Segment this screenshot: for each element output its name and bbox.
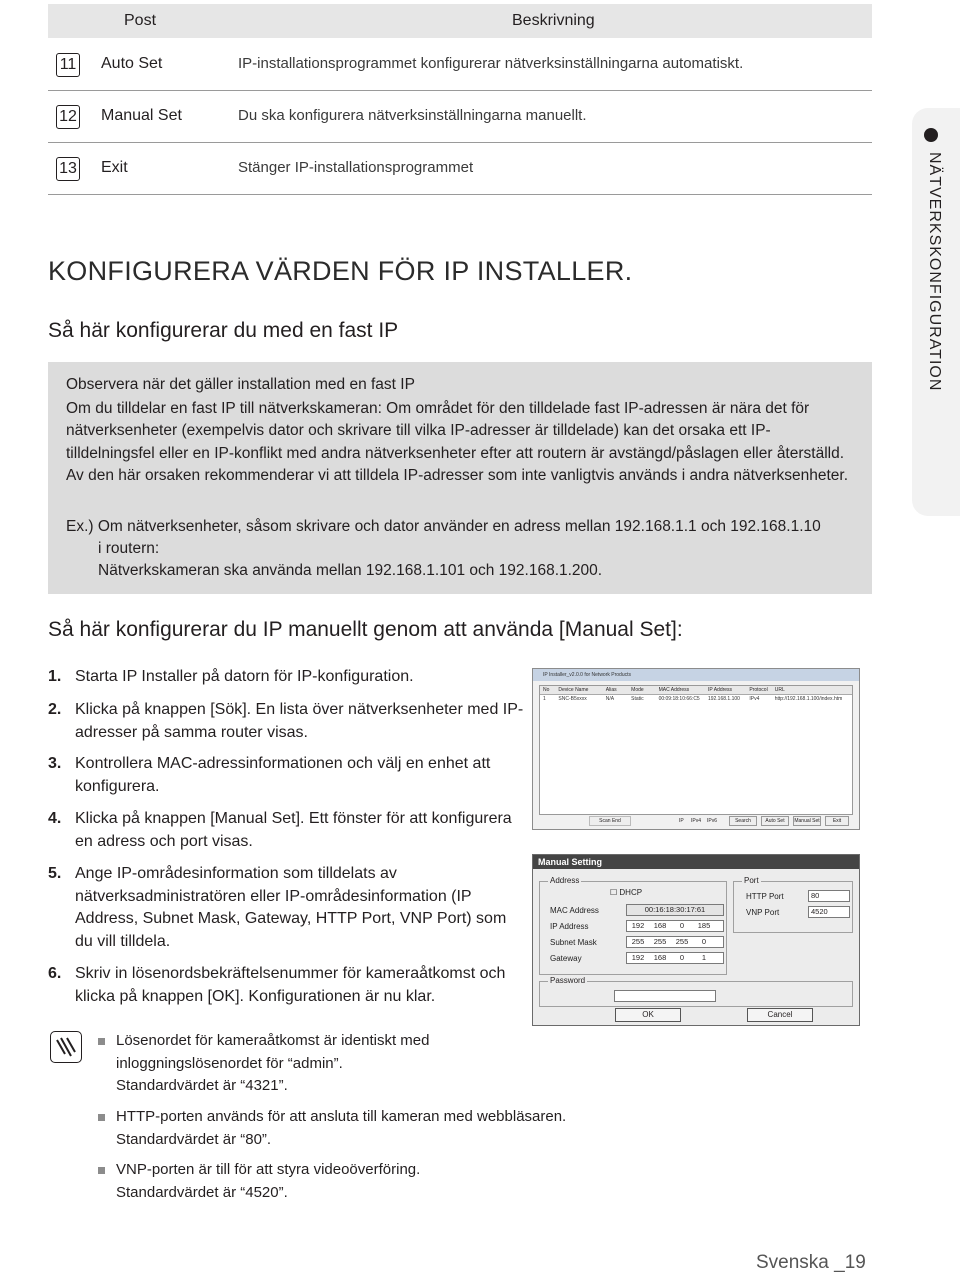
- vnp-port-field[interactable]: 4520: [808, 906, 850, 918]
- bullet-square-icon: [98, 1167, 105, 1174]
- page-footer: Svenska _19: [756, 1252, 866, 1273]
- row-number: 13: [56, 157, 80, 181]
- row-post: Exit: [101, 159, 128, 176]
- row-number: 11: [56, 53, 80, 77]
- note-box: [48, 362, 872, 594]
- address-legend: Address: [550, 876, 580, 885]
- note-title: Observera när det gäller installation med en fast IP: [66, 376, 415, 393]
- col-header: Protocol: [749, 687, 768, 693]
- gateway-label: Gateway: [550, 954, 582, 963]
- row-description: Du ska konfigurera nätverksinställningarna manuellt.: [238, 107, 587, 124]
- col-header: MAC Address: [658, 687, 690, 693]
- step-text: Ange IP-områdesinformation som tilldelats av nätverksadministratören eller IP-områdesinformation (IP Address, Subnet Mask, Gateway, HTTP Port, VNP Port) som du vill tilldela.: [75, 865, 507, 950]
- col-header: IP Address: [707, 687, 733, 693]
- section-heading: KONFIGURERA VÄRDEN FÖR IP INSTALLER.: [48, 256, 633, 286]
- table-header: [48, 4, 872, 38]
- subnet-label: Subnet Mask: [550, 938, 597, 947]
- bullet-square-icon: [98, 1038, 105, 1045]
- chapter-label: NÄTVERKSKONFIGURATION: [926, 152, 943, 392]
- mac-label: MAC Address: [550, 906, 599, 915]
- note-pencil-icon: [50, 1031, 82, 1063]
- note-example-cont: Nätverkskameran ska använda mellan 192.168.1.101 och 192.168.1.200.: [98, 562, 603, 579]
- col-header: Mode: [631, 687, 644, 693]
- header-description: Beskrivning: [512, 12, 595, 29]
- note-example: Ex.) Om nätverksenheter, såsom skrivare och dator använder en adress mellan 192.168.1.1 och 192.168.1.10: [66, 518, 821, 535]
- table-row: [48, 144, 872, 195]
- row-description: Stänger IP-installationsprogrammet: [238, 159, 474, 176]
- radio-ip[interactable]: IP: [679, 818, 684, 824]
- subheading-manual-set: Så här konfigurerar du IP manuellt genom att använda [Manual Set]:: [48, 618, 683, 641]
- row-description: IP-installationsprogrammet konfigurerar nätverksinställningarna automatiskt.: [238, 55, 744, 72]
- radio-ipv4[interactable]: IPv4: [691, 818, 702, 824]
- password-group: [539, 976, 853, 1007]
- manual-setting-title: Manual Setting: [533, 855, 859, 869]
- step-number: 5.: [48, 865, 62, 882]
- step-text: Kontrollera MAC-adressinformationen och välj en enhet att konfigurera.: [75, 755, 491, 795]
- step-text: Skriv in lösenordsbekräftelsenummer för kameraåtkomst och klicka på knappen [OK]. Konfigurationen är nu klar.: [75, 965, 506, 1005]
- step-text: Starta IP Installer på datorn för IP-konfiguration.: [75, 668, 414, 685]
- vnp-port-label: VNP Port: [746, 908, 780, 917]
- bullet-square-icon: [98, 1114, 105, 1121]
- radio-ipv6[interactable]: IPv6: [707, 818, 718, 824]
- step-number: 3.: [48, 755, 62, 772]
- password-legend: Password: [550, 976, 586, 985]
- ip-installer-window: [532, 668, 860, 830]
- ok-button[interactable]: OK: [615, 1008, 681, 1022]
- row-post: Manual Set: [101, 107, 182, 124]
- mac-address-field: 00:16:18:30:17:61: [626, 904, 724, 916]
- address-group: [539, 876, 727, 975]
- step-text: Klicka på knappen [Sök]. En lista över nätverksenheter med IP-adresser på samma router visas.: [75, 701, 524, 741]
- dhcp-checkbox[interactable]: ☐ DHCP: [610, 888, 643, 897]
- manual-setting-window: [532, 854, 860, 1026]
- gateway-field[interactable]: 192 168 0 1: [626, 952, 724, 964]
- http-port-field[interactable]: 80: [808, 890, 850, 902]
- step-number: 4.: [48, 810, 62, 827]
- step-number: 1.: [48, 668, 62, 685]
- table-row: [48, 40, 872, 91]
- http-port-label: HTTP Port: [746, 892, 784, 901]
- password-field[interactable]: [614, 990, 716, 1002]
- scan-status: Scan End: [589, 816, 631, 826]
- col-header: Device Name: [558, 687, 589, 693]
- ip-label: IP Address: [550, 922, 589, 931]
- table-row: [48, 92, 872, 143]
- note-body: Om du tilldelar en fast IP till nätverkskameran: Om området för den tilldelade fast IP-adressen är nära det för nätverksenheter (exempelvis dator och skrivare till vilka IP-adresser är tilldelade) kan det orsaka ett IP-tilldelningsfel eller en IP-konflikt med andra nätverksenheter efter att routern är avstängd/påslagen eller återställd. Av den här orsaken rekommenderar vi att tilldela IP-adresser som inte vanligtvis används i andra nätverksenheter.: [66, 400, 849, 484]
- row-number: 12: [56, 105, 80, 129]
- subnet-mask-field[interactable]: 255 255 255 0: [626, 936, 724, 948]
- row-post: Auto Set: [101, 55, 163, 72]
- col-header: Alias: [605, 687, 617, 693]
- header-post: Post: [124, 12, 157, 29]
- col-header: URL: [774, 687, 785, 693]
- installer-title: IP Installer_v2.0.0 for Network Products: [533, 669, 859, 681]
- port-group: [733, 876, 853, 933]
- device-row[interactable]: 1 SNC-B5xxxx N/A Static 00:09:18:10:66:C5 192.168.1.100 IPv4 http://192.168.1.100/index.htm: [543, 696, 843, 702]
- grid-header: [540, 686, 852, 695]
- search-button[interactable]: Search: [729, 816, 757, 826]
- step-text: Klicka på knappen [Manual Set]. Ett fönster för att konfigurera en adress och port visas.: [75, 810, 512, 850]
- step-number: 6.: [48, 965, 62, 982]
- auto-set-button[interactable]: Auto Set: [761, 816, 789, 826]
- cancel-button[interactable]: Cancel: [747, 1008, 813, 1022]
- installer-bottom-bar: [539, 816, 851, 826]
- port-legend: Port: [744, 876, 759, 885]
- subheading-fixed-ip: Så här konfigurerar du med en fast IP: [48, 319, 399, 342]
- chapter-dot-icon: [924, 128, 938, 142]
- exit-button[interactable]: Exit: [825, 816, 849, 826]
- device-grid: [539, 685, 853, 815]
- manual-set-button[interactable]: Manual Set: [794, 818, 820, 824]
- ip-address-field[interactable]: 192 168 0 185: [626, 920, 724, 932]
- step-number: 2.: [48, 701, 62, 718]
- col-header: No: [543, 687, 550, 693]
- note-example-cont: i routern:: [98, 540, 160, 557]
